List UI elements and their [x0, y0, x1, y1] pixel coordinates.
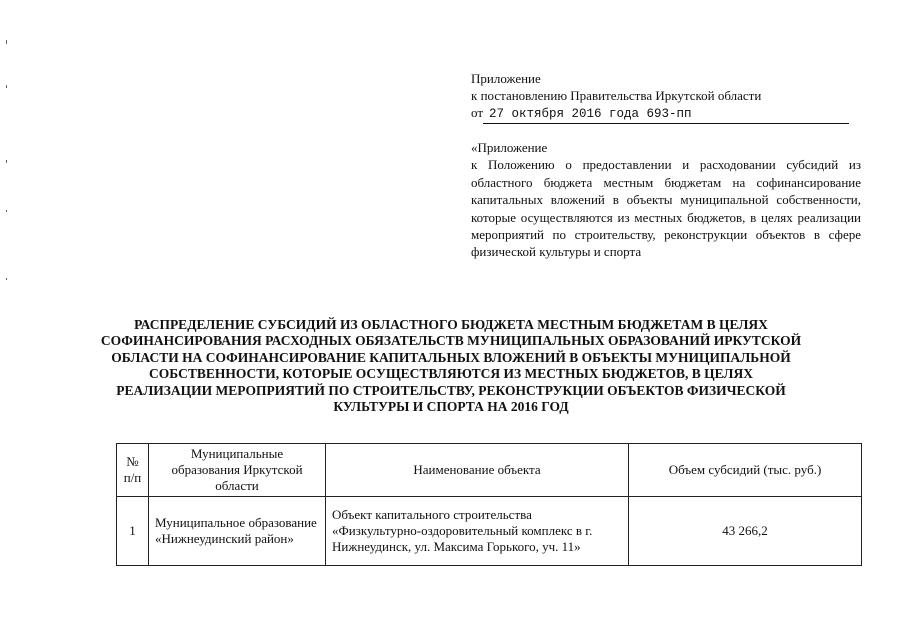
- regulation-appendix-block: [471, 139, 861, 261]
- table-header-row: [117, 444, 862, 497]
- table-row: [117, 497, 862, 566]
- appendix-decree-number: 27 октября 2016 года 693-пп: [483, 106, 849, 124]
- cell-amount: 43 266,2: [629, 497, 862, 566]
- appendix-decree-reference: к постановлению Правительства Иркутской области: [471, 88, 762, 103]
- scan-mark: [6, 278, 7, 280]
- subsidy-table: [116, 443, 862, 566]
- header-number: № п/п: [117, 444, 149, 497]
- scan-mark: [6, 160, 7, 163]
- cell-object: Объект капитального строительства «Физкультурно-оздоровительный комплекс в г. Нижнеудинск, ул. Максима Горького, уч. 11»: [326, 497, 629, 566]
- scan-mark: [6, 85, 7, 88]
- scan-mark: [6, 210, 7, 212]
- cell-municipality: Муниципальное образование «Нижнеудинский район»: [149, 497, 326, 566]
- regulation-appendix-text: к Положению о предоставлении и расходовании субсидий из областного бюджета местным бюджетам на софинансирование капитальных вложений в объекты муниципальной собственности, которые осуществляются из местных бюджетов, в целях реализации мероприятий по строительству, реконструкции объектов в сфере физической культуры и спорта: [471, 157, 861, 260]
- header-object: Наименование объекта: [326, 444, 629, 497]
- appendix-block: [471, 70, 861, 124]
- header-amount: Объем субсидий (тыс. руб.): [629, 444, 862, 497]
- cell-number: 1: [117, 497, 149, 566]
- appendix-decree-line: [471, 104, 861, 124]
- scan-mark: [6, 40, 7, 44]
- document-title: РАСПРЕДЕЛЕНИЕ СУБСИДИЙ ИЗ ОБЛАСТНОГО БЮДЖЕТА МЕСТНЫМ БЮДЖЕТАМ В ЦЕЛЯХ СОФИНАНСИРОВАНИЯ РАСХОДНЫХ ОБЯЗАТЕЛЬСТВ МУНИЦИПАЛЬНЫХ ОБРАЗОВАНИЙ ИРКУТСКОЙ ОБЛАСТИ НА СОФИНАНСИРОВАНИЕ КАПИТАЛЬНЫХ ВЛОЖЕНИЙ В ОБЪЕКТЫ МУНИЦИПАЛЬНОЙ СОБСТВЕННОСТИ, КОТОРЫЕ ОСУЩЕСТВЛЯЮТСЯ ИЗ МЕСТНЫХ БЮДЖЕТОВ, В ЦЕЛЯХ РЕАЛИЗАЦИИ МЕРОПРИЯТИЙ ПО СТРОИТЕЛЬСТВУ, РЕКОНСТРУКЦИИ ОБЪЕКТОВ ФИЗИЧЕСКОЙ КУЛЬТУРЫ И СПОРТА НА 2016 ГОД: [100, 317, 802, 415]
- appendix-date-prefix: от: [471, 105, 484, 120]
- header-municipality: Муниципальные образования Иркутской области: [149, 444, 326, 497]
- regulation-appendix-title: «Приложение: [471, 140, 548, 155]
- appendix-title: Приложение: [471, 71, 541, 86]
